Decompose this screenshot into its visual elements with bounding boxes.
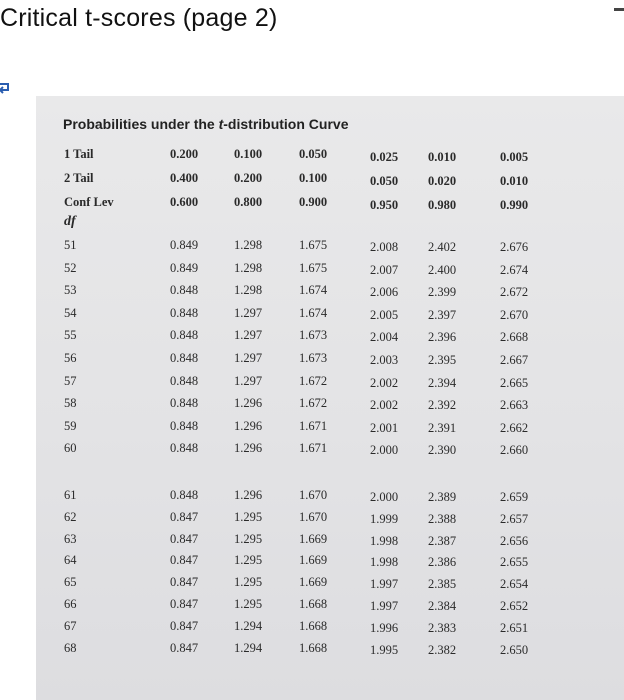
df-value: 54 bbox=[64, 305, 77, 320]
table-cell: 1.672 bbox=[299, 396, 328, 411]
table-cell: 2.001 bbox=[370, 420, 399, 435]
header-value: 0.900 bbox=[299, 195, 328, 209]
header-value: 0.050 bbox=[299, 147, 328, 161]
table-cell: 2.400 bbox=[428, 262, 457, 277]
table-cell: 2.006 bbox=[370, 285, 399, 300]
table-cell: 2.676 bbox=[500, 240, 529, 254]
header-label: Conf Lev bbox=[64, 195, 114, 209]
corner-mark bbox=[614, 8, 624, 11]
table-cell: 2.382 bbox=[428, 642, 457, 657]
heading-post: -distribution Curve bbox=[223, 116, 349, 132]
heading-t: t bbox=[218, 116, 224, 132]
table-cell: 1.673 bbox=[299, 351, 328, 365]
header-value: 0.800 bbox=[234, 195, 263, 209]
table-cell: 1.669 bbox=[299, 553, 328, 568]
table-cell: 2.659 bbox=[500, 490, 529, 504]
header-value: 0.400 bbox=[170, 171, 199, 185]
table-cell: 2.655 bbox=[500, 555, 529, 570]
table-cell: 2.384 bbox=[428, 599, 457, 613]
table-cell: 1.297 bbox=[234, 305, 263, 320]
table-cell: 0.848 bbox=[170, 488, 199, 502]
table-cell: 2.383 bbox=[428, 620, 457, 635]
table-cell: 1.999 bbox=[370, 511, 399, 526]
table-cell: 0.848 bbox=[170, 373, 199, 388]
table-cell: 2.388 bbox=[428, 511, 457, 526]
df-value: 55 bbox=[64, 328, 77, 343]
table-cell: 2.396 bbox=[428, 330, 457, 345]
table-cell: 1.295 bbox=[234, 597, 263, 611]
header-value: 0.600 bbox=[170, 195, 199, 209]
table-cell: 2.650 bbox=[500, 642, 529, 657]
table-cell: 2.674 bbox=[500, 262, 529, 277]
table-cell: 1.675 bbox=[299, 238, 328, 252]
table-cell: 1.297 bbox=[234, 373, 263, 388]
table-cell: 0.848 bbox=[170, 328, 199, 343]
table-cell: 2.652 bbox=[500, 599, 529, 613]
table-cell: 1.674 bbox=[299, 283, 328, 298]
header-value: 0.010 bbox=[428, 150, 457, 164]
table-cell: 0.848 bbox=[170, 305, 199, 320]
header-value: 0.990 bbox=[500, 198, 529, 212]
table-cell: 1.674 bbox=[299, 305, 328, 320]
table-cell: 2.395 bbox=[428, 353, 457, 367]
header-value: 0.980 bbox=[428, 198, 457, 212]
table-cell: 1.297 bbox=[234, 351, 263, 365]
table-cell: 2.392 bbox=[428, 398, 457, 413]
df-value: 61 bbox=[64, 488, 77, 502]
table-cell: 1.294 bbox=[234, 618, 263, 633]
table-cell: 0.848 bbox=[170, 441, 199, 456]
df-value: 62 bbox=[64, 509, 77, 524]
df-value: 65 bbox=[64, 575, 77, 590]
table-cell: 1.669 bbox=[299, 531, 328, 546]
table-cell: 2.670 bbox=[500, 307, 529, 322]
table-cell: 2.656 bbox=[500, 533, 529, 548]
header-value: 0.050 bbox=[370, 174, 399, 188]
header-value: 0.010 bbox=[500, 174, 529, 188]
table-cell: 2.657 bbox=[500, 511, 529, 526]
df-value: 60 bbox=[64, 441, 77, 456]
table-cell: 0.847 bbox=[170, 553, 199, 568]
table-cell: 2.387 bbox=[428, 533, 457, 548]
table-cell: 1.668 bbox=[299, 640, 328, 655]
table-cell: 1.298 bbox=[234, 283, 263, 298]
header-value: 0.005 bbox=[500, 150, 529, 164]
df-value: 66 bbox=[64, 597, 77, 611]
table-cell: 2.662 bbox=[500, 420, 529, 435]
table-cell: 2.397 bbox=[428, 307, 457, 322]
table-cell: 1.998 bbox=[370, 555, 399, 570]
df-value: 57 bbox=[64, 373, 77, 388]
table-cell: 2.389 bbox=[428, 490, 457, 504]
table-cell: 1.671 bbox=[299, 441, 328, 456]
table-cell: 2.672 bbox=[500, 285, 529, 300]
header-value: 0.025 bbox=[370, 150, 399, 164]
table-cell: 1.671 bbox=[299, 418, 328, 433]
df-value: 59 bbox=[64, 418, 77, 433]
df-value: 64 bbox=[64, 553, 77, 568]
table-cell: 2.651 bbox=[500, 620, 529, 635]
table-cell: 1.996 bbox=[370, 620, 399, 635]
table-cell: 2.667 bbox=[500, 353, 529, 367]
table-cell: 1.298 bbox=[234, 260, 263, 275]
table-cell: 2.002 bbox=[370, 398, 399, 413]
table-cell: 1.668 bbox=[299, 618, 328, 633]
table-cell: 0.847 bbox=[170, 618, 199, 633]
df-value: 56 bbox=[64, 351, 77, 365]
table-cell: 2.008 bbox=[370, 240, 399, 254]
table-cell: 1.669 bbox=[299, 575, 328, 590]
page-title: Critical t-scores (page 2) bbox=[0, 4, 278, 32]
table-cell: 1.995 bbox=[370, 642, 399, 657]
table-cell: 1.296 bbox=[234, 488, 263, 502]
header-value: 0.200 bbox=[234, 171, 263, 185]
header-label: 2 Tail bbox=[64, 171, 94, 185]
table-cell: 1.296 bbox=[234, 418, 263, 433]
table-heading bbox=[63, 116, 349, 132]
table-cell: 2.394 bbox=[428, 375, 457, 390]
table-cell: 1.673 bbox=[299, 328, 328, 343]
table-cell: 1.670 bbox=[299, 488, 328, 502]
table-cell: 2.391 bbox=[428, 420, 457, 435]
table-cell: 0.848 bbox=[170, 396, 199, 411]
table-cell: 2.004 bbox=[370, 330, 399, 345]
table-cell: 0.848 bbox=[170, 418, 199, 433]
table-cell: 1.997 bbox=[370, 599, 399, 613]
table-cell: 1.668 bbox=[299, 597, 328, 611]
df-value: 53 bbox=[64, 283, 77, 298]
df-value: 51 bbox=[64, 238, 77, 252]
table-cell: 1.296 bbox=[234, 396, 263, 411]
table-cell: 2.402 bbox=[428, 240, 457, 254]
table-cell: 0.847 bbox=[170, 575, 199, 590]
header-value: 0.100 bbox=[299, 171, 328, 185]
header-value: 0.100 bbox=[234, 147, 263, 161]
back-arrow-icon[interactable] bbox=[0, 80, 13, 100]
table-cell: 2.668 bbox=[500, 330, 529, 345]
df-value: 68 bbox=[64, 640, 77, 655]
df-value: 63 bbox=[64, 531, 77, 546]
table-cell: 0.848 bbox=[170, 351, 199, 365]
table-cell: 1.296 bbox=[234, 441, 263, 456]
table-cell: 1.675 bbox=[299, 260, 328, 275]
table-cell: 2.007 bbox=[370, 262, 399, 277]
table-cell: 2.003 bbox=[370, 353, 399, 367]
header-label: 1 Tail bbox=[64, 147, 94, 161]
table-cell: 2.660 bbox=[500, 443, 529, 458]
table-cell: 2.390 bbox=[428, 443, 457, 458]
df-value: 52 bbox=[64, 260, 77, 275]
table-cell: 2.399 bbox=[428, 285, 457, 300]
table-cell: 0.847 bbox=[170, 597, 199, 611]
table-photo bbox=[36, 96, 624, 700]
table-cell: 2.665 bbox=[500, 375, 529, 390]
table-cell: 0.847 bbox=[170, 531, 199, 546]
table-cell: 1.997 bbox=[370, 577, 399, 592]
table-cell: 0.849 bbox=[170, 260, 199, 275]
table-cell: 1.298 bbox=[234, 238, 263, 252]
df-value: 58 bbox=[64, 396, 77, 411]
table-cell: 2.002 bbox=[370, 375, 399, 390]
table-cell: 0.847 bbox=[170, 509, 199, 524]
table-cell: 1.670 bbox=[299, 509, 328, 524]
table-cell: 1.295 bbox=[234, 509, 263, 524]
table-cell: 1.672 bbox=[299, 373, 328, 388]
df-value: 67 bbox=[64, 618, 77, 633]
table-cell: 1.295 bbox=[234, 553, 263, 568]
table-cell: 0.847 bbox=[170, 640, 199, 655]
table-cell: 2.386 bbox=[428, 555, 457, 570]
header-value: 0.020 bbox=[428, 174, 457, 188]
header-value: 0.200 bbox=[170, 147, 199, 161]
table-cell: 1.295 bbox=[234, 531, 263, 546]
header-value: 0.950 bbox=[370, 198, 399, 212]
table-cell: 1.295 bbox=[234, 575, 263, 590]
table-cell: 0.848 bbox=[170, 283, 199, 298]
table-cell: 2.654 bbox=[500, 577, 529, 592]
table-cell: 2.000 bbox=[370, 490, 399, 504]
table-cell: 2.005 bbox=[370, 307, 399, 322]
table-cell: 1.297 bbox=[234, 328, 263, 343]
table-cell: 2.000 bbox=[370, 443, 399, 458]
table-cell: 1.998 bbox=[370, 533, 399, 548]
df-label: df bbox=[64, 214, 76, 229]
table-cell: 1.294 bbox=[234, 640, 263, 655]
heading-pre: Probabilities under the bbox=[63, 116, 219, 132]
table-cell: 2.385 bbox=[428, 577, 457, 592]
table-cell: 0.849 bbox=[170, 238, 199, 252]
table-cell: 2.663 bbox=[500, 398, 529, 413]
